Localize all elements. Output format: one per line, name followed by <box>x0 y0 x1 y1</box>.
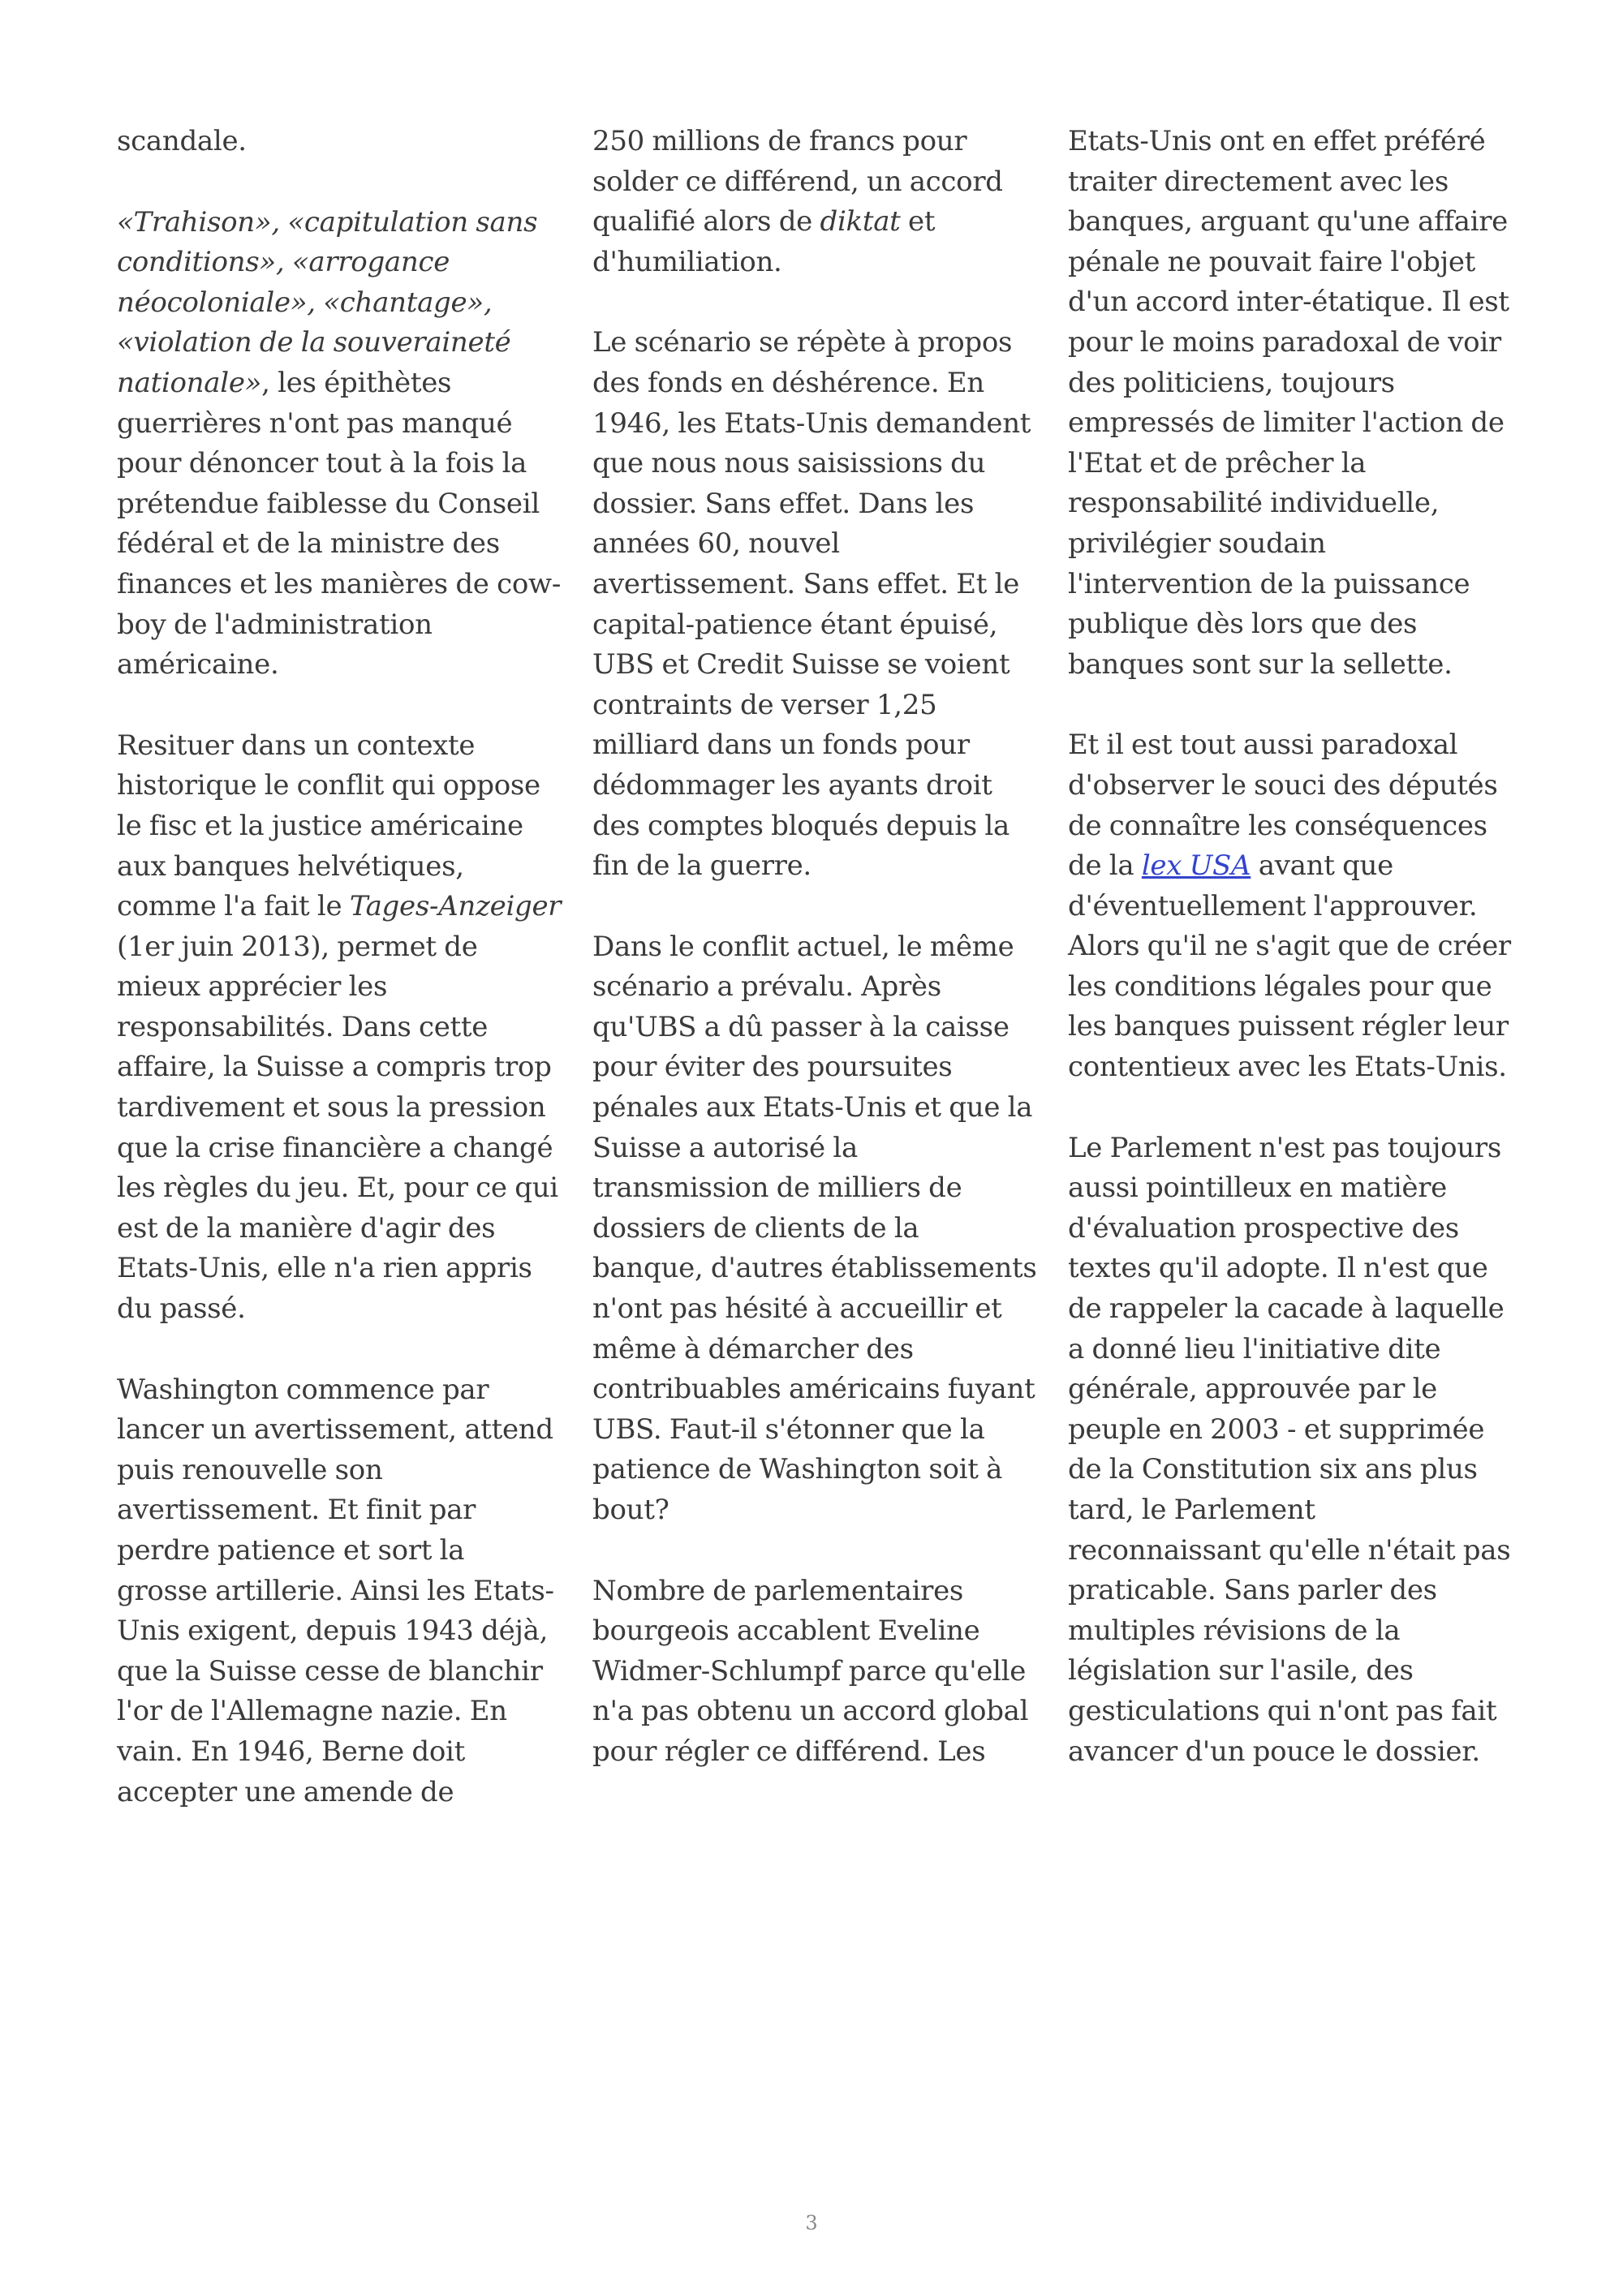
text-run: Resituer dans un contexte historique le conflit qui oppose le fisc et la justice américaine aux banques helvétiques, comme l'a fait le <box>117 729 540 923</box>
text-run: avant que d'éventuellement l'approuver. Alors qu'il ne s'agit que de créer les conditions légales pour que les banques puissent régler leur contentieux avec les Etats-Unis. <box>1068 849 1511 1084</box>
text-run: Washington commence par lancer un avertissement, attend puis renouvelle son avertissement. Et finit par perdre patience et sort la grosse artillerie. Ainsi les Etats-Unis exigent, depuis 1943 déjà, que la Suisse cesse de blanchir l'or de l'Allemagne nazie. En vain. En 1946, Berne doit accepter une amende de <box>117 1373 554 1808</box>
paragraph <box>1068 1129 1513 1773</box>
column-1 <box>117 122 562 1866</box>
text-run: Dans le conflit actuel, le même scénario a prévalu. Après qu'UBS a dû passer à la caisse pour éviter des poursuites pénales aux Etats-Unis et que la Suisse a autorisé la transmission de milliers de dossiers de clients de la banque, d'autres établissements n'ont pas hésité à accueillir et même à démarcher des contribuables américains fuyant UBS. Faut-il s'étonner que la patience de Washington soit à bout? <box>592 930 1037 1526</box>
text-run: Le scénario se répète à propos des fonds en déshérence. En 1946, les Etats-Unis demandent que nous nous saisissions du dossier. Sans effet. Dans les années 60, nouvel avertissement. Sans effet. Et le capital-patience étant épuisé, UBS et Credit Suisse se voient contraints de verser 1,25 milliard dans un fonds pour dédommager les ayants droit des comptes bloqués depuis la fin de la guerre. <box>592 326 1031 883</box>
text-run: Le Parlement n'est pas toujours aussi pointilleux en matière d'évaluation prospective des textes qu'il adopte. Il n'est que de rappeler la cacade à laquelle a donné lieu l'initiative dite générale, approuvée par le peuple en 2003 - et supprimée de la Constitution six ans plus tard, le Parlement reconnaissant qu'elle n'était pas praticable. Sans parler des multiples révisions de la législation sur l'asile, des gesticulations qui n'ont pas fait avancer d'un pouce le dossier. <box>1068 1131 1511 1768</box>
paragraph <box>592 927 1037 1531</box>
paragraph <box>117 122 562 162</box>
italic-text: «Trahison», «capitulation sans conditions», «arrogance néocoloniale», «chantage», «violation de la souveraineté nationale» <box>117 205 538 399</box>
paragraph <box>592 122 1037 282</box>
italic-text: diktat <box>820 205 901 239</box>
column-2 <box>592 122 1037 1866</box>
text-run: , les épithètes guerrières n'ont pas manqué pour dénoncer tout à la fois la prétendue faiblesse du Conseil fédéral et de la ministre des finances et les manières de cow-boy de l'administration américaine. <box>117 366 562 681</box>
text-run: Nombre de parlementaires bourgeois accablent Eveline Widmer-Schlumpf parce qu'elle n'a pas obtenu un accord global pour régler ce différend. Les <box>592 1574 1029 1768</box>
text-run: scandale. <box>117 125 247 157</box>
paragraph <box>592 323 1037 886</box>
paragraph <box>117 1370 562 1813</box>
text-run: et d'humiliation. <box>592 205 936 278</box>
paragraph <box>117 203 562 686</box>
text-run: Et il est tout aussi paradoxal d'observer le souci des députés de connaître les conséquences de la <box>1068 729 1498 883</box>
text-run: Etats-Unis ont en effet préféré traiter directement avec les banques, arguant qu'une affaire pénale ne pouvait faire l'objet d'un accord inter-étatique. Il est pour le moins paradoxal de voir des politiciens, toujours empressés de limiter l'action de l'Etat et de prêcher la responsabilité individuelle, privilégier soudain l'intervention de la puissance publique dès lors que des banques sont sur la sellette. <box>1068 125 1509 681</box>
text-run: 250 millions de francs pour solder ce différend, un accord qualifié alors de <box>592 125 1003 239</box>
text-run: (1er juin 2013), permet de mieux apprécier les responsabilités. Dans cette affaire, la Suisse a compris trop tardivement et sous la pression que la crise financière a changé les règles du jeu. Et, pour ce qui est de la manière d'agir des Etats-Unis, elle n'a rien appris du passé. <box>117 930 558 1326</box>
page-number: 3 <box>805 2212 818 2234</box>
paragraph <box>117 726 562 1330</box>
italic-text: Tages-Anzeiger <box>349 890 562 923</box>
column-3 <box>1068 122 1513 1866</box>
paragraph <box>592 1572 1037 1773</box>
lex-usa-link[interactable]: lex USA <box>1141 849 1251 883</box>
paragraph <box>1068 122 1513 685</box>
text-columns <box>117 122 1513 1866</box>
paragraph <box>1068 725 1513 1087</box>
